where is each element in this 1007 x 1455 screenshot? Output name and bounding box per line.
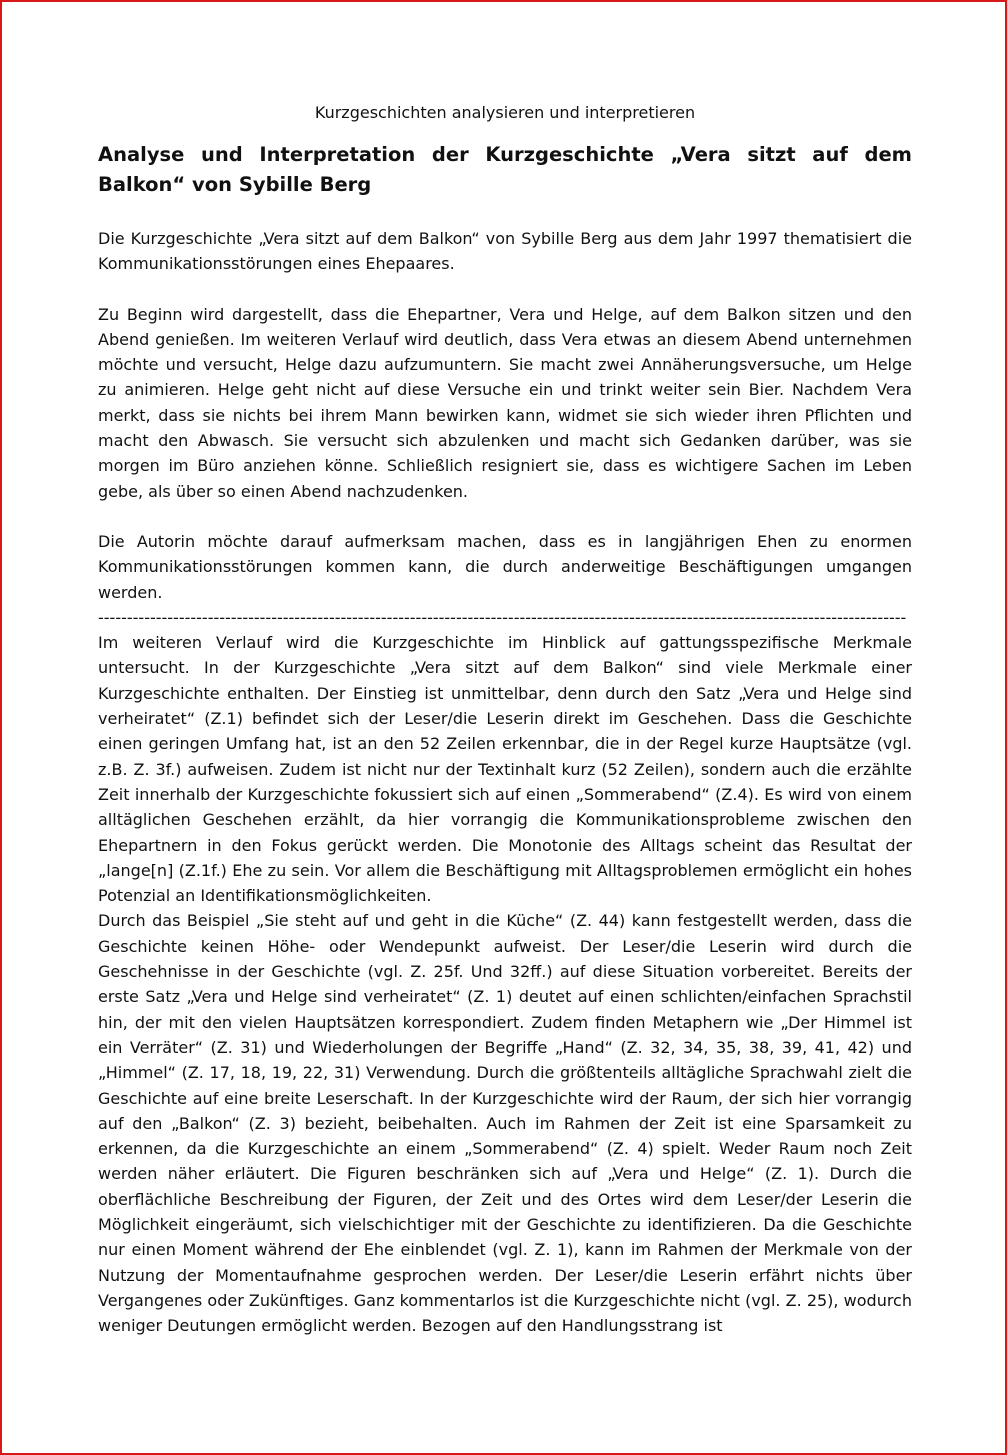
paragraph-intro: Die Kurzgeschichte „Vera sitzt auf dem Balkon“ von Sybille Berg aus dem Jahr 1997 thematisiert die Kommunikationsstörungen eines Ehepaares. bbox=[98, 229, 912, 274]
running-header: Kurzgeschichten analysieren und interpretieren bbox=[314, 103, 696, 122]
paragraph-genre-features: Im weiteren Verlauf wird die Kurzgeschichte im Hinblick auf gattungsspezifische Merkmale untersucht. In der Kurzgeschichte „Vera sitzt auf dem Balkon“ sind viele Merkmale einer Kurzgeschichte enthalten. Der Einstieg ist unmittelbar, denn durch den Satz „Vera und Helge sind verheiratet“ (Z.1) befindet sich der Leser/die Leserin direkt im Geschehen. Dass die Geschichte einen geringen Umfang hat, ist an den 52 Zeilen erkennbar, die in der Regel kurze Hauptsätze (vgl. z.B. Z. 3f.) aufweisen. Zudem ist nicht nur der Textinhalt kurz (52 Zeilen), sondern auch die erzählte Zeit innerhalb der Kurzgeschichte fokussiert sich auf einen „Sommerabend“ (Z.4). Es wird von einem alltäglichen Geschehen erzählt, da hier vorrangig die Kommunikationsprobleme zwischen den Ehepartnern in den Fokus gerückt werden. Die Monotonie des Alltags scheint das Resultat der „lange[n] (Z.1f.) Ehe zu sein. Vor allem die Beschäftigung mit Alltagsproblemen ermöglicht ein hohes Potenzial an Identifikationsmöglichkeiten. bbox=[98, 633, 912, 906]
paragraph-summary: Zu Beginn wird dargestellt, dass die Ehepartner, Vera und Helge, auf dem Balkon sitzen und den Abend genießen. Im weiteren Verlauf wird deutlich, dass Vera etwas an diesem Abend unternehmen möchte und versucht, Helge dazu aufzumuntern. Sie macht zwei Annäherungsversuche, um Helge zu animieren. Helge geht nicht auf diese Versuche ein und trinkt weiter sein Bier. Nachdem Vera merkt, dass sie nichts bei ihrem Mann bewirken kann, widmet sie sich wieder ihren Pflichten und macht den Abwasch. Sie versucht sich abzulenken und macht sich Gedanken darüber, was sie morgen im Büro anziehen könne. Schließlich resigniert sie, dass es wichtigere Sachen im Leben gebe, als über so einen Abend nachzudenken. bbox=[98, 304, 912, 501]
paragraph-author-intent: Die Autorin möchte darauf aufmerksam machen, dass es in langjährigen Ehen zu enormen Kommunikationsstörungen kommen kann, die durch anderweitige Beschäftigungen umgangen werden. bbox=[98, 531, 912, 602]
paragraph-spacer bbox=[98, 277, 912, 302]
document-title: Analyse und Interpretation der Kurzgeschichte „Vera sitzt auf dem Balkon“ von Sybille Berg bbox=[98, 143, 912, 196]
dashed-divider: -------------------------------------------------------------------------------------------------------------------------------------------- bbox=[98, 607, 907, 627]
paragraph-spacer bbox=[98, 504, 912, 529]
document-body bbox=[98, 100, 912, 1338]
paragraph-language-analysis: Durch das Beispiel „Sie steht auf und geht in die Küche“ (Z. 44) kann festgestellt werden, dass die Geschichte keinen Höhe- oder Wendepunkt aufweist. Der Leser/die Leserin wird durch die Geschehnisse in der Geschichte (vgl. Z. 25f. Und 32ff.) auf diese Situation vorbereitet. Bereits der erste Satz „Vera und Helge sind verheiratet“ (Z. 1) deutet auf einen schlichten/einfachen Sprachstil hin, der mit den vielen Hauptsätzen korrespondiert. Zudem finden Metaphern wie „Der Himmel ist ein Verräter“ (Z. 31) und Wiederholungen der Begriffe „Hand“ (Z. 32, 34, 35, 38, 39, 41, 42) und „Himmel“ (Z. 17, 18, 19, 22, 31) Verwendung. Durch die größtenteils alltägliche Sprachwahl zielt die Geschichte auf eine breite Leserschaft. In der Kurzgeschichte wird der Raum, der sich hier vorrangig auf den „Balkon“ (Z. 3) bezieht, beibehalten. Auch im Rahmen der Zeit ist eine Sparsamkeit zu erkennen, da die Kurzgeschichte an einem „Sommerabend“ (Z. 4) spielt. Weder Raum noch Zeit werden näher erläutert. Die Figuren beschränken sich auf „Vera und Helge“ (Z. 1). Durch die oberflächliche Beschreibung der Figuren, der Zeit und des Ortes wird dem Leser/der Leserin die Möglichkeit eingeräumt, sich vielschichtiger mit der Geschichte zu identifizieren. Da die Geschichte nur einen Moment während der Ehe einblendet (vgl. Z. 1), kann im Rahmen der Merkmale von der Nutzung der Momentaufnahme gesprochen werden. Der Leser/die Leserin erfährt nichts über Vergangenes oder Zukünftiges. Ganz kommentarlos ist die Kurzgeschichte nicht (vgl. Z. 25), wodurch weniger Deutungen ermöglicht werden. Bezogen auf den Handlungsstrang ist bbox=[98, 911, 912, 1336]
